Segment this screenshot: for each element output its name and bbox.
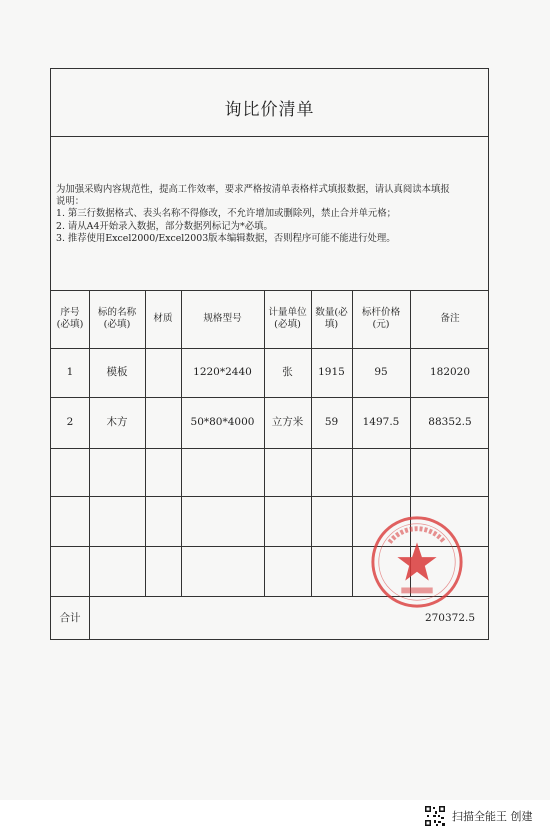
company-seal — [368, 513, 466, 611]
seal-bottom-mark — [401, 587, 432, 593]
table-cell: 59 — [324, 416, 339, 428]
header-material: 材质 — [153, 313, 173, 324]
table-cell: 模板 — [106, 366, 128, 378]
scanner-footer — [0, 800, 550, 833]
table-cell — [145, 397, 181, 448]
note-line: 说明： — [56, 196, 85, 208]
row-line — [51, 448, 488, 449]
note-line: 1. 第三行数据格式、表头名称不得修改，不允许增加或删除列，禁止合并单元格； — [56, 208, 397, 220]
instructions — [56, 184, 484, 245]
divider — [51, 136, 488, 137]
table-cell: 95 — [374, 366, 388, 378]
note-line: 3. 推荐使用Excel2000/Excel2003版本编辑数据，否则程序可能不能进行处理。 — [56, 232, 396, 244]
header-unit: 计量单位 (必填) — [268, 307, 307, 330]
table-cell: 1220*2440 — [193, 366, 252, 378]
qr-code-icon — [424, 805, 446, 827]
app-brand: 扫描全能王 创建 — [452, 810, 533, 823]
table-cell: 2 — [66, 416, 74, 428]
header-spec: 规格型号 — [203, 313, 242, 324]
table-cell: 1915 — [318, 366, 345, 378]
table-cell: 木方 — [106, 416, 128, 428]
table-cell: 张 — [282, 366, 293, 378]
table-cell: 50*80*4000 — [190, 416, 255, 428]
total-value: 270372.5 — [424, 612, 476, 624]
table-cell — [145, 348, 181, 397]
total-label: 合计 — [59, 612, 81, 624]
header-quantity: 数量(必 填) — [315, 307, 348, 330]
header-item-name: 标的名称 (必填) — [97, 307, 137, 330]
row-line — [51, 496, 488, 497]
table-cell: 88352.5 — [428, 416, 472, 428]
note-line: 为加强采购内容规范性，提高工作效率，要求严格按清单表格样式填报数据，请认真阅读本填报 — [56, 184, 450, 195]
seal-text-arc — [390, 529, 445, 543]
note-line: 2. 请从A4开始录入数据，部分数据列标记为*必填。 — [56, 220, 273, 232]
table-cell: 1497.5 — [362, 416, 400, 428]
table-cell: 立方米 — [271, 416, 304, 428]
header-index: 序号 (必填) — [56, 307, 84, 330]
header-remarks: 备注 — [440, 313, 460, 324]
table-cell: 182020 — [429, 366, 471, 378]
form-title: 询比价清单 — [224, 100, 315, 120]
table-cell: 1 — [66, 366, 74, 378]
header-price: 标杆价格 (元) — [361, 307, 401, 330]
star-icon — [397, 542, 436, 580]
